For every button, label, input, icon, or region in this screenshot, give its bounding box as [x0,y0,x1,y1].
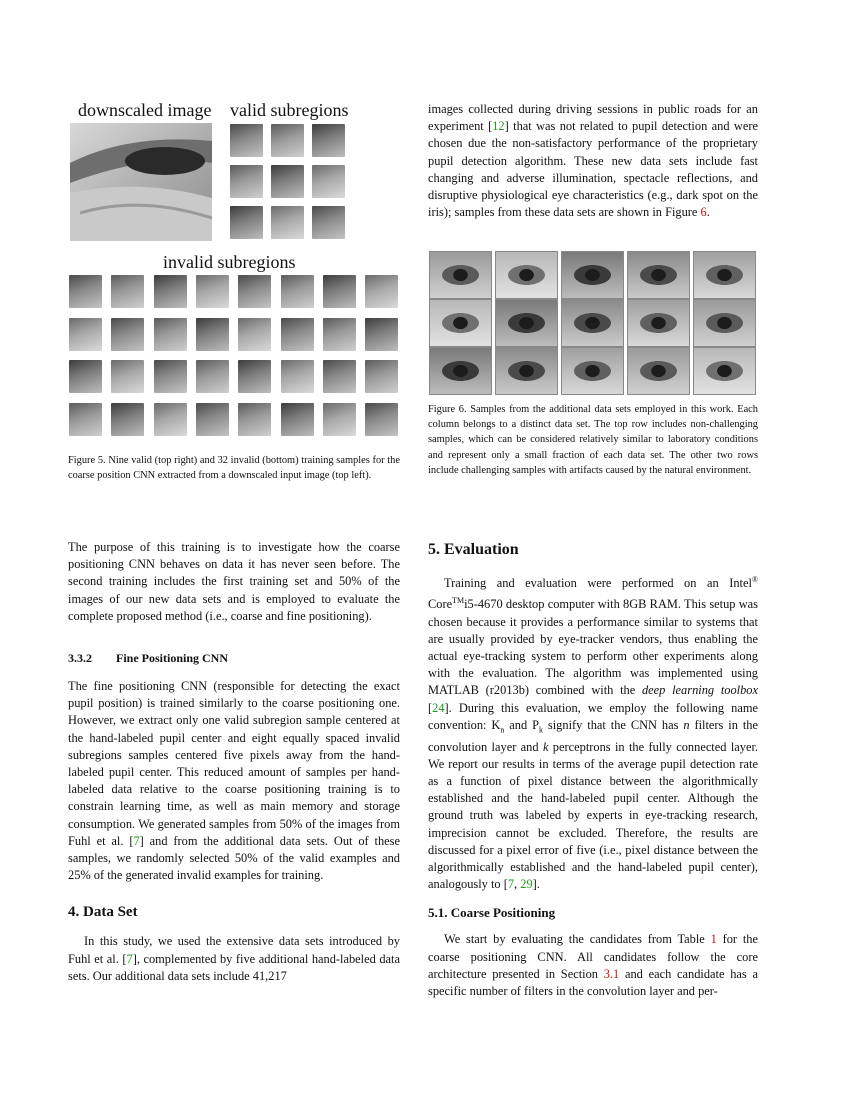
invalid-subregion-thumbnail [365,318,398,351]
var-k: k [542,739,549,754]
text: Training and evaluation were performed on an Intel [444,576,752,591]
paragraph-data-set [68,933,400,985]
heading-3-3-2 [68,651,400,666]
heading-evaluation: 5. Evaluation [428,541,519,558]
valid-subregion-thumbnail [271,165,304,198]
invalid-subregion-thumbnail [365,403,398,436]
valid-subregion-thumbnail [271,206,304,239]
subscript-k: k [539,725,543,735]
text: perceptrons in the fully connected layer. We report our results in terms of the average pupil detection rate as a function of pixel distance between the algorithmically established and the hand-labeled pupil center. Although the ground truth was labeled by experts in eye-tracking research, imprecision cannot be excluded. Therefore, the results are discussed for a pixel error of five (i.e., pixel distance between the algorithmically established and the hand-labeled pupil center), analogously to [ [428,739,758,892]
text: In this study, we used the extensive data sets introduced by Fuhl et al. [ [68,934,400,966]
eye-sample-image [627,347,690,395]
invalid-subregion-thumbnail [238,318,271,351]
text: filters in the convolution layer and [428,717,758,754]
text: ]. [532,877,540,892]
invalid-subregion-thumbnail [281,275,314,308]
text: , [514,877,521,892]
eye-sample-image [429,251,492,299]
text: The fine positioning CNN (responsible for detecting the exact pupil position) is trained similarly to the coarse positioning one. However, we extract only one valid subregion sample centered at the hand-labeled pupil center and eight equally spaced invalid subregions samples centered five pixels away from the hand-labeled pupil center. This reduced amount of samples per hand-labeled data relative to the coarse positioning training is to constrain learning time, as well as main memory and storage consumption. We generated samples from 50% of the images from Fuhl et al. [ [68,679,400,848]
eye-sample-image [693,299,756,347]
valid-subregion-thumbnail [312,124,345,157]
label-invalid-subregions: invalid subregions [163,252,296,272]
citation-29[interactable]: 29 [520,877,533,892]
citation-7[interactable]: 7 [507,877,515,892]
text: and each candidate has a specific number of filters in the convolution layer and per- [428,966,758,998]
invalid-subregion-thumbnail [69,275,102,308]
figure-6-caption: Figure 6. Samples from the additional data sets employed in this work. Each column belongs to a distinct data set. The top row includes non-challenging samples, which can be considered relatively similar to laboratory conditions and represent only a small fraction of each data set. The other two rows include challenging samples with artifacts caused by the natural environment. [428,404,758,476]
valid-subregion-thumbnail [230,124,263,157]
eye-sample-image [627,299,690,347]
text: for the coarse positioning CNN. All candidates follow the core architecture presented in Section [428,932,758,981]
paragraph-new-data-sets [428,101,758,221]
text: i5-4670 desktop computer with 8GB RAM. This setup was chosen because it provides a performance similar to systems that are usually provided by eye-tracker vendors, thus enabling the actual eye-tracking system to perform other experiments along with the evaluation. The algorithm was implemented using MATLAB (r2013b) combined with the [428,597,758,698]
invalid-subregion-thumbnail [111,360,144,393]
figure-5-caption: Figure 5. Nine valid (top right) and 32 invalid (bottom) training samples for the coarse position CNN extracted from a downscaled input image (top left). [68,455,400,482]
citation-7[interactable]: 7 [133,833,140,848]
heading-3-3-2-number: 3.3.2 [68,651,92,666]
invalid-subregion-thumbnail [154,318,187,351]
heading-coarse-positioning: 5.1. Coarse Positioning [428,905,556,921]
invalid-subregion-thumbnail [281,318,314,351]
invalid-subregion-thumbnail [323,318,356,351]
eye-sample-image [627,251,690,299]
text: ], complemented by five additional hand-labeled data sets. Our additional data sets include 41,217 [68,951,400,983]
registered-mark: ® [751,575,758,584]
text: [ [428,700,433,715]
citation-24[interactable]: 24 [432,700,445,715]
text: ]. During this evaluation, we employ the following name convention: K [428,700,758,732]
eye-sample-image [561,299,624,347]
paragraph-fine-positioning [68,678,400,884]
invalid-subregion-thumbnail [196,403,229,436]
text: . [706,205,710,220]
paragraph-evaluation [428,571,758,893]
text: and P [504,717,539,732]
text: ] and from the additional data sets. Out of these samples, we randomly selected 50% of the valid examples and 25% of the generated invalid examples for training. [68,833,400,883]
valid-subregion-thumbnail [230,165,263,198]
eye-sample-image [561,251,624,299]
eye-sample-image [429,299,492,347]
invalid-subregion-thumbnail [154,403,187,436]
invalid-subregion-thumbnail [196,360,229,393]
right-column-top [428,101,758,221]
invalid-subregion-thumbnail [323,403,356,436]
invalid-subregion-thumbnail [111,275,144,308]
left-column [68,539,400,985]
text: images collected during driving sessions in public roads for an experiment [ [428,102,758,134]
eye-sample-image [495,347,558,395]
heading-data-set: 4. Data Set [68,904,138,921]
trademark: TM [452,596,465,606]
invalid-subregion-thumbnail [323,360,356,393]
eye-sample-image [495,299,558,347]
eye-sample-image [693,251,756,299]
invalid-subregion-thumbnail [69,360,102,393]
citation-12[interactable]: 12 [492,119,505,134]
right-column-body [428,541,758,1000]
section-3-1-ref[interactable]: 3.1 [603,966,620,981]
invalid-subregion-thumbnail [154,360,187,393]
invalid-subregion-thumbnail [323,275,356,308]
text: signify that the CNN has [543,717,684,732]
invalid-subregion-thumbnail [238,403,271,436]
valid-subregion-thumbnail [230,206,263,239]
downscaled-eye-image [70,123,212,241]
invalid-subregion-thumbnail [365,275,398,308]
valid-subregion-thumbnail [271,124,304,157]
invalid-subregion-thumbnail [365,360,398,393]
valid-subregion-thumbnail [312,206,345,239]
valid-subregion-thumbnail [312,165,345,198]
paragraph-training-purpose: The purpose of this training is to investigate how the coarse positioning CNN behaves on data it has never seen before. The second training includes the first training set and 50% of the images of our new data sets and is employed to evaluate the complete proposed method (i.e., coarse and fine positioning). [68,540,400,623]
subscript-n: n [500,725,505,735]
text: Core [428,597,453,612]
invalid-subregion-thumbnail [196,275,229,308]
invalid-subregion-thumbnail [238,360,271,393]
eye-sample-image [495,251,558,299]
eye-sample-image [429,347,492,395]
text: We start by evaluating the candidates from Table [444,932,711,947]
figure-6-ref[interactable]: 6 [700,205,707,220]
invalid-subregion-thumbnail [111,403,144,436]
label-downscaled-image: downscaled image [78,100,212,120]
paragraph-coarse-positioning [428,931,758,1000]
invalid-subregion-thumbnail [111,318,144,351]
eye-sample-image [561,347,624,395]
invalid-subregion-thumbnail [69,403,102,436]
invalid-subregion-thumbnail [281,360,314,393]
citation-7[interactable]: 7 [126,951,133,966]
heading-3-3-2-title: Fine Positioning CNN [116,651,229,666]
invalid-subregion-thumbnail [196,318,229,351]
text: ] that was not related to pupil detection and were chosen due the non-satisfactory performance of the proprietary pupil detection algorithm. These new data sets include fast changing and adverse illumination, spectacle reflections, and disruptive physiological eye characteristics (e.g., dark spot on the iris); samples from these data sets are shown in Figure [428,119,758,220]
invalid-subregion-thumbnail [281,403,314,436]
label-valid-subregions: valid subregions [230,100,349,120]
eye-sample-image [693,347,756,395]
toolbox-name: deep learning toolbox [641,683,758,698]
invalid-subregion-thumbnail [154,275,187,308]
var-n: n [683,717,690,732]
invalid-subregion-thumbnail [69,318,102,351]
invalid-subregion-thumbnail [238,275,271,308]
table-1-ref[interactable]: 1 [710,932,717,947]
